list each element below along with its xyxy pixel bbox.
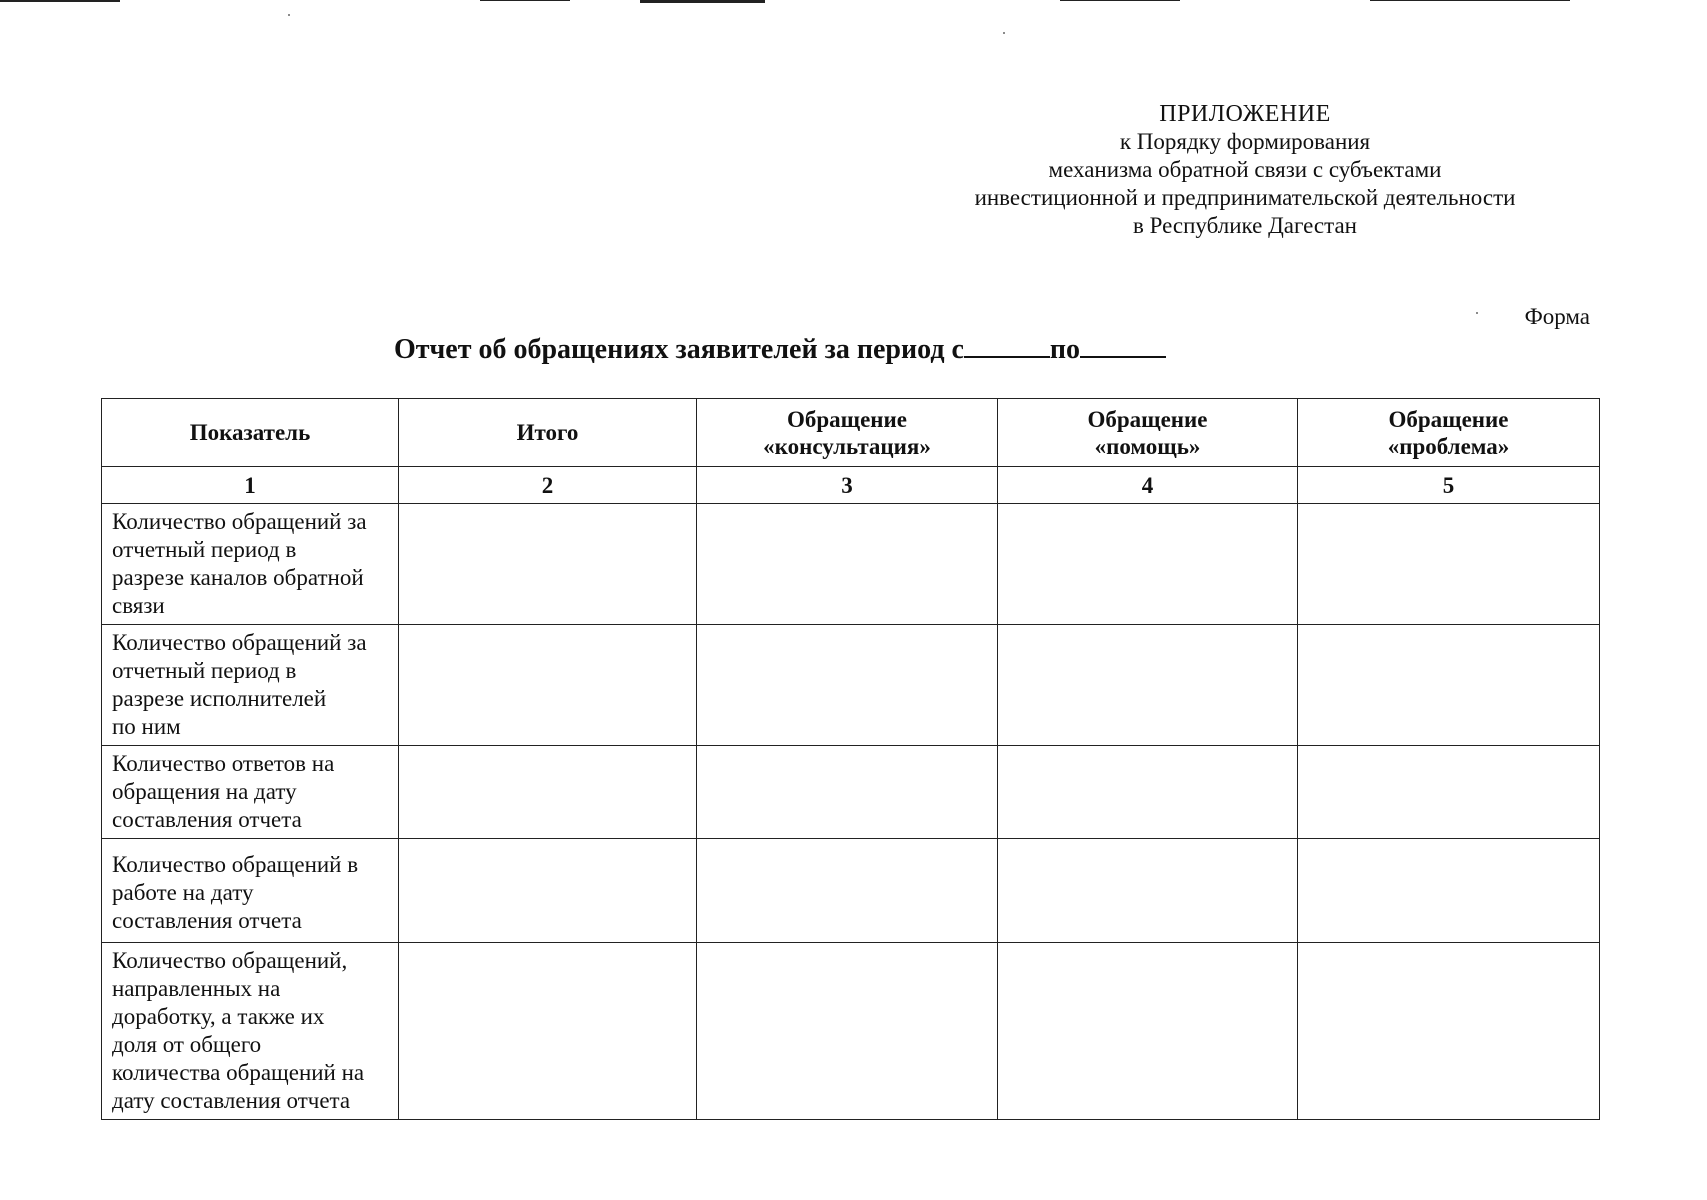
column-header: Показатель xyxy=(102,399,399,467)
scan-edge-mark xyxy=(640,0,765,3)
row-label: Количество обращений за отчетный период в разрезе каналов обратной связи xyxy=(102,504,399,625)
appendix-block xyxy=(920,100,1570,240)
table-cell[interactable] xyxy=(399,943,697,1120)
column-number: 3 xyxy=(697,467,998,504)
scan-edge-mark xyxy=(1370,0,1570,1)
table-cell[interactable] xyxy=(1298,504,1600,625)
table-cell[interactable] xyxy=(998,839,1298,943)
scan-speck xyxy=(1476,312,1478,314)
scan-speck xyxy=(288,14,290,16)
column-number: 2 xyxy=(399,467,697,504)
scan-edge-mark xyxy=(0,0,120,2)
scan-edge-mark xyxy=(480,0,570,1)
table-cell[interactable] xyxy=(697,746,998,839)
table-cell[interactable] xyxy=(998,746,1298,839)
table-cell[interactable] xyxy=(1298,839,1600,943)
report-title-text: по xyxy=(1049,334,1081,365)
appendix-line: механизма обратной связи с субъектами xyxy=(1048,157,1442,182)
column-number-row xyxy=(102,467,1600,504)
period-end-blank[interactable] xyxy=(1080,334,1166,358)
table-cell[interactable] xyxy=(399,625,697,746)
table-cell[interactable] xyxy=(697,943,998,1120)
appendix-line: инвестиционной и предпринимательской деятельности xyxy=(974,185,1516,210)
row-label: Количество ответов на обращения на дату составления отчета xyxy=(102,746,399,839)
scan-edge-mark xyxy=(1060,0,1180,1)
table-cell[interactable] xyxy=(399,746,697,839)
table-row xyxy=(102,625,1600,746)
period-start-blank[interactable] xyxy=(964,334,1050,358)
appendix-line: в Республике Дагестан xyxy=(1133,213,1357,238)
appendix-title: ПРИЛОЖЕНИЕ xyxy=(1159,101,1331,127)
column-header: Обращение «проблема» xyxy=(1298,399,1600,467)
scan-speck xyxy=(1003,32,1005,34)
report-title-text: Отчет об обращениях заявителей за период с xyxy=(393,334,964,365)
table-cell[interactable] xyxy=(998,943,1298,1120)
report-table xyxy=(101,398,1600,1120)
row-label: Количество обращений за отчетный период в разрезе исполнителей по ним xyxy=(102,625,399,746)
table-cell[interactable] xyxy=(1298,943,1600,1120)
table-cell[interactable] xyxy=(1298,625,1600,746)
row-label: Количество обращений, направленных на доработку, а также их доля от общего количества обращений на дату составления отчета xyxy=(102,943,399,1120)
column-number: 1 xyxy=(102,467,399,504)
table-row xyxy=(102,839,1600,943)
table-cell[interactable] xyxy=(998,504,1298,625)
table-row xyxy=(102,943,1600,1120)
column-number: 5 xyxy=(1298,467,1600,504)
table-cell[interactable] xyxy=(697,504,998,625)
table-cell[interactable] xyxy=(1298,746,1600,839)
table-cell[interactable] xyxy=(697,839,998,943)
column-number: 4 xyxy=(998,467,1298,504)
column-header: Обращение «помощь» xyxy=(998,399,1298,467)
table-header-row xyxy=(102,399,1600,467)
appendix-line: к Порядку формирования xyxy=(1119,129,1371,154)
table-cell[interactable] xyxy=(697,625,998,746)
table-cell[interactable] xyxy=(998,625,1298,746)
report-title xyxy=(0,334,1560,366)
column-header: Обращение «консультация» xyxy=(697,399,998,467)
form-label: Форма xyxy=(1524,304,1590,329)
table-cell[interactable] xyxy=(399,839,697,943)
table-row xyxy=(102,746,1600,839)
table-row xyxy=(102,504,1600,625)
row-label: Количество обращений в работе на дату составления отчета xyxy=(102,839,399,943)
column-header: Итого xyxy=(399,399,697,467)
table-cell[interactable] xyxy=(399,504,697,625)
